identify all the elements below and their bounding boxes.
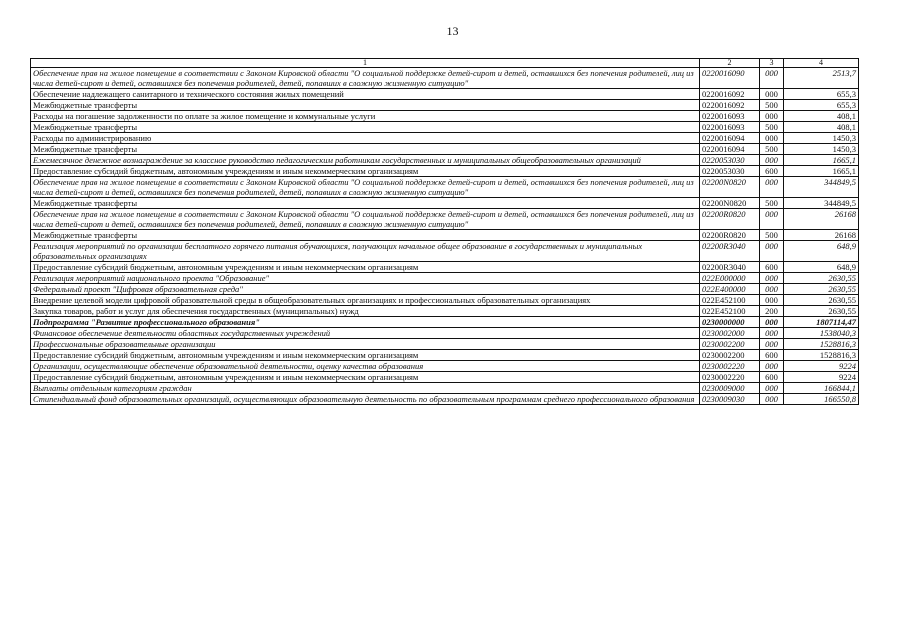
row-name-cell: Предоставление субсидий бюджетным, автономным учреждениям и иным некоммерческим организациям — [31, 372, 700, 383]
row-expense-type-cell: 000 — [760, 177, 784, 198]
row-code-cell: 022E452100 — [700, 306, 760, 317]
row-name-cell: Межбюджетные трансферты — [31, 144, 700, 155]
row-code-cell: 02200R0820 — [700, 230, 760, 241]
row-expense-type-cell: 600 — [760, 350, 784, 361]
table-row — [31, 394, 859, 405]
row-code-cell: 0230009030 — [700, 394, 760, 405]
row-name-cell: Расходы на погашение задолженности по оплате за жилое помещение и коммунальные услуги — [31, 111, 700, 122]
row-sum-cell: 344849,5 — [784, 177, 859, 198]
row-code-cell: 022E400000 — [700, 284, 760, 295]
row-code-cell: 022E000000 — [700, 273, 760, 284]
row-expense-type-cell: 000 — [760, 68, 784, 89]
row-expense-type-cell: 000 — [760, 295, 784, 306]
table-row — [31, 350, 859, 361]
row-name-cell: Предоставление субсидий бюджетным, автономным учреждениям и иным некоммерческим организациям — [31, 166, 700, 177]
row-expense-type-cell: 000 — [760, 284, 784, 295]
row-sum-cell: 166550,8 — [784, 394, 859, 405]
row-code-cell: 0220053030 — [700, 166, 760, 177]
row-sum-cell: 9224 — [784, 361, 859, 372]
row-expense-type-cell: 000 — [760, 339, 784, 350]
row-expense-type-cell: 000 — [760, 317, 784, 328]
row-sum-cell: 166844,1 — [784, 383, 859, 394]
row-expense-type-cell: 000 — [760, 133, 784, 144]
row-sum-cell: 1665,1 — [784, 166, 859, 177]
row-expense-type-cell: 000 — [760, 89, 784, 100]
row-sum-cell: 1450,3 — [784, 144, 859, 155]
row-name-cell: Межбюджетные трансферты — [31, 122, 700, 133]
row-sum-cell: 26168 — [784, 230, 859, 241]
row-sum-cell: 2513,7 — [784, 68, 859, 89]
row-expense-type-cell: 600 — [760, 262, 784, 273]
row-code-cell: 0230002220 — [700, 372, 760, 383]
row-name-cell: Предоставление субсидий бюджетным, автономным учреждениям и иным некоммерческим организациям — [31, 262, 700, 273]
table-row — [31, 284, 859, 295]
row-name-cell: Обеспечение прав на жилое помещение в соответствии с Законом Кировской области "О социальной поддержке детей-сирот и детей, оставшихся без попечения родителей, лиц из числа детей-сирот и детей, оставшихся без попечения родителей, детей, попавших в сложную жизненную ситуацию" — [31, 68, 700, 89]
row-code-cell: 0230002200 — [700, 350, 760, 361]
row-sum-cell: 655,3 — [784, 89, 859, 100]
row-name-cell: Стипендиальный фонд образовательных организаций, осуществляющих образовательную деятельность по образовательным программам среднего профессионального образования — [31, 394, 700, 405]
row-name-cell: Выплаты отдельным категориям граждан — [31, 383, 700, 394]
row-expense-type-cell: 500 — [760, 122, 784, 133]
row-name-cell: Ежемесячное денежное вознаграждение за классное руководство педагогическим работникам государственных и муниципальных общеобразовательных организаций — [31, 155, 700, 166]
row-name-cell: Закупка товаров, работ и услуг для обеспечения государственных (муниципальных) нужд — [31, 306, 700, 317]
table-row — [31, 317, 859, 328]
row-code-cell: 02200R3040 — [700, 241, 760, 262]
row-name-cell: Предоставление субсидий бюджетным, автономным учреждениям и иным некоммерческим организациям — [31, 350, 700, 361]
row-sum-cell: 408,1 — [784, 111, 859, 122]
row-sum-cell: 1807114,47 — [784, 317, 859, 328]
row-expense-type-cell: 000 — [760, 155, 784, 166]
row-code-cell: 0220016093 — [700, 111, 760, 122]
row-name-cell: Обеспечение прав на жилое помещение в соответствии с Законом Кировской области "О социальной поддержке детей-сирот и детей, оставшихся без попечения родителей, лиц из числа детей-сирот и детей, оставшихся без попечения родителей, детей, попавших в сложную жизненную ситуацию" — [31, 209, 700, 230]
row-code-cell: 0220016094 — [700, 133, 760, 144]
row-expense-type-cell: 500 — [760, 100, 784, 111]
row-expense-type-cell: 600 — [760, 166, 784, 177]
table-row — [31, 155, 859, 166]
table-row — [31, 361, 859, 372]
row-expense-type-cell: 500 — [760, 144, 784, 155]
row-sum-cell: 1528816,3 — [784, 350, 859, 361]
table-row — [31, 111, 859, 122]
table-row — [31, 133, 859, 144]
row-name-cell: Межбюджетные трансферты — [31, 100, 700, 111]
column-header-expense-type: 3 — [760, 59, 784, 68]
row-code-cell: 0220053030 — [700, 155, 760, 166]
row-name-cell: Расходы по администрированию — [31, 133, 700, 144]
table-row — [31, 383, 859, 394]
table-row — [31, 68, 859, 89]
table-row — [31, 328, 859, 339]
row-sum-cell: 648,9 — [784, 262, 859, 273]
row-sum-cell: 1665,1 — [784, 155, 859, 166]
row-sum-cell: 2630,55 — [784, 284, 859, 295]
row-code-cell: 022E452100 — [700, 295, 760, 306]
row-sum-cell: 26168 — [784, 209, 859, 230]
row-expense-type-cell: 200 — [760, 306, 784, 317]
row-expense-type-cell: 600 — [760, 372, 784, 383]
row-sum-cell: 2630,55 — [784, 306, 859, 317]
row-sum-cell: 1528816,3 — [784, 339, 859, 350]
row-expense-type-cell: 000 — [760, 328, 784, 339]
row-sum-cell: 344849,5 — [784, 198, 859, 209]
row-code-cell: 0230002200 — [700, 339, 760, 350]
row-sum-cell: 2630,55 — [784, 295, 859, 306]
row-name-cell: Подпрограмма "Развитие профессионального образования" — [31, 317, 700, 328]
row-sum-cell: 408,1 — [784, 122, 859, 133]
row-code-cell: 0220016090 — [700, 68, 760, 89]
page-number: 13 — [446, 24, 459, 38]
table-row — [31, 198, 859, 209]
row-code-cell: 0220016092 — [700, 100, 760, 111]
row-code-cell: 02200N0820 — [700, 177, 760, 198]
table-row — [31, 273, 859, 284]
table-row — [31, 339, 859, 350]
table-body — [31, 68, 859, 405]
row-expense-type-cell: 000 — [760, 241, 784, 262]
row-code-cell: 0220016092 — [700, 89, 760, 100]
table-row — [31, 230, 859, 241]
row-code-cell: 0220016094 — [700, 144, 760, 155]
table-row — [31, 144, 859, 155]
row-name-cell: Обеспечение надлежащего санитарного и технического состояния жилых помещений — [31, 89, 700, 100]
row-code-cell: 02200R0820 — [700, 209, 760, 230]
row-expense-type-cell: 000 — [760, 394, 784, 405]
row-code-cell: 0230009000 — [700, 383, 760, 394]
column-header-code: 2 — [700, 59, 760, 68]
row-sum-cell: 1538040,3 — [784, 328, 859, 339]
row-code-cell: 0230002220 — [700, 361, 760, 372]
row-sum-cell: 1450,3 — [784, 133, 859, 144]
table-header-row — [31, 59, 859, 68]
table-row — [31, 295, 859, 306]
row-name-cell: Реализация мероприятий национального проекта "Образование" — [31, 273, 700, 284]
row-expense-type-cell: 000 — [760, 383, 784, 394]
column-header-name: 1 — [31, 59, 700, 68]
table-row — [31, 262, 859, 273]
row-name-cell: Финансовое обеспечение деятельности областных государственных учреждений — [31, 328, 700, 339]
row-code-cell: 02200N0820 — [700, 198, 760, 209]
table-row — [31, 89, 859, 100]
row-code-cell: 02200R3040 — [700, 262, 760, 273]
row-expense-type-cell: 500 — [760, 230, 784, 241]
row-code-cell: 0230000000 — [700, 317, 760, 328]
table-row — [31, 372, 859, 383]
row-sum-cell: 9224 — [784, 372, 859, 383]
row-name-cell: Федеральный проект "Цифровая образовательная среда" — [31, 284, 700, 295]
row-name-cell: Обеспечение прав на жилое помещение в соответствии с Законом Кировской области "О социальной поддержке детей-сирот и детей, оставшихся без попечения родителей, лиц из числа детей-сирот и детей, оставшихся без попечения родителей, детей, попавших в сложную жизненную ситуацию" — [31, 177, 700, 198]
table-row — [31, 241, 859, 262]
row-code-cell: 0220016093 — [700, 122, 760, 133]
budget-table — [30, 58, 859, 405]
row-sum-cell: 648,9 — [784, 241, 859, 262]
column-header-sum: 4 — [784, 59, 859, 68]
row-name-cell: Организации, осуществляющие обеспечение образовательной деятельности, оценку качества образования — [31, 361, 700, 372]
row-sum-cell: 655,3 — [784, 100, 859, 111]
row-expense-type-cell: 000 — [760, 361, 784, 372]
table-row — [31, 100, 859, 111]
row-name-cell: Профессиональные образовательные организации — [31, 339, 700, 350]
table-row — [31, 166, 859, 177]
row-name-cell: Межбюджетные трансферты — [31, 230, 700, 241]
row-name-cell: Реализация мероприятий по организации бесплатного горячего питания обучающихся, получающих начальное общее образование в государственных и муниципальных образовательных организациях — [31, 241, 700, 262]
row-name-cell: Межбюджетные трансферты — [31, 198, 700, 209]
table-row — [31, 306, 859, 317]
row-name-cell: Внедрение целевой модели цифровой образовательной среды в общеобразовательных организациях и профессиональных образовательных организациях — [31, 295, 700, 306]
row-expense-type-cell: 000 — [760, 273, 784, 284]
row-sum-cell: 2630,55 — [784, 273, 859, 284]
table-row — [31, 122, 859, 133]
table-row — [31, 209, 859, 230]
row-code-cell: 0230002000 — [700, 328, 760, 339]
row-expense-type-cell: 000 — [760, 111, 784, 122]
row-expense-type-cell: 500 — [760, 198, 784, 209]
table-row — [31, 177, 859, 198]
row-expense-type-cell: 000 — [760, 209, 784, 230]
